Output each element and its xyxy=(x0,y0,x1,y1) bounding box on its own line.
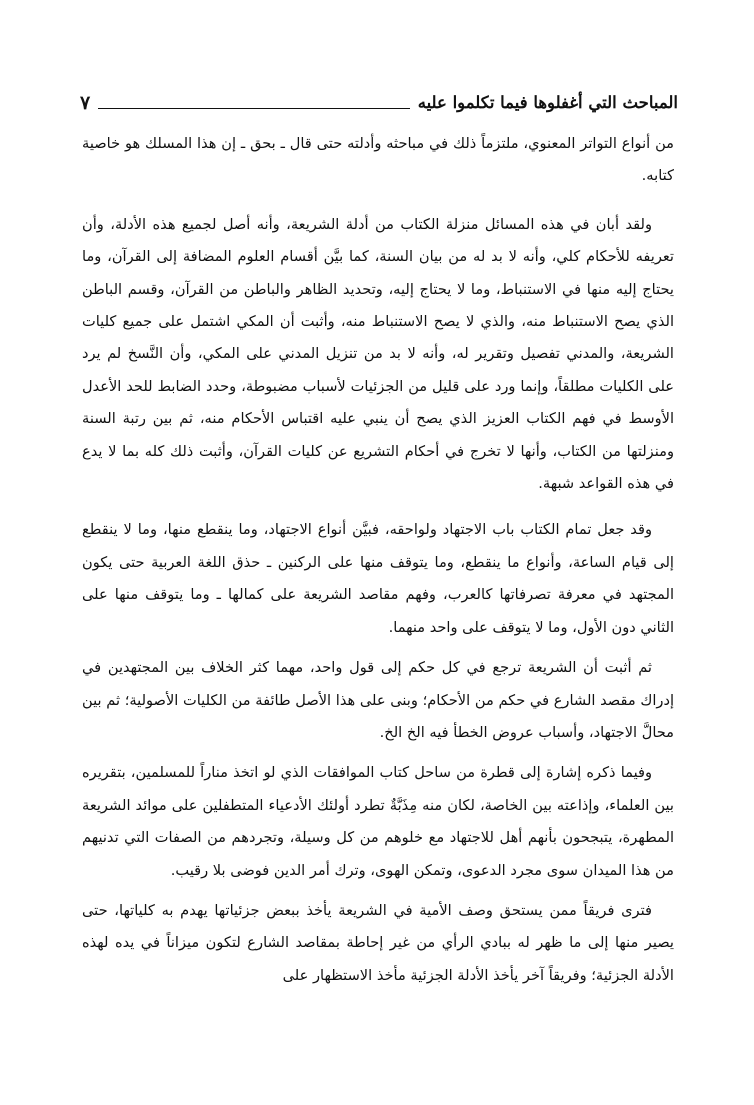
paragraph-continuation: من أنواع التواتر المعنوي، ملتزماً ذلك في مباحثه وأدلته حتى قال ـ بحق ـ إن هذا المسلك هو خاصية كتابه. xyxy=(82,135,674,185)
running-header-title: المباحث التي أغفلوها فيما تكلموا عليه xyxy=(417,93,678,112)
paragraph: ثم أثبت أن الشريعة ترجع في كل حكم إلى قول واحد، مهما كثر الخلاف بين المجتهدين في إدراك مقصد الشارع في حكم من الأحكام؛ وبنى على هذا الأصل طائفة من الكليات الأصولية؛ ثم بين محالَّ الاجتهاد، وأسباب عروض الخطأ فيه الخ الخ. xyxy=(82,659,674,741)
paragraph: ولقد أبان في هذه المسائل منزلة الكتاب من أدلة الشريعة، وأنه أصل لجميع هذه الأدلة، وأن تعريفه للأحكام كلي، وأنه لا بد له من بيان السنة، كما بيَّن أقسام العلوم المضافة إلى القرآن، وما يحتاج إليه منها في الاستنباط، وما لا يحتاج إليه، وتحديد الظاهر والباطن من القرآن، وقسم الباطن الذي يصح الاستنباط منه، والذي لا يصح الاستنباط منه، وأثبت أن المكي اشتمل على جميع كليات الشريعة، والمدني تفصيل وتقرير له، وأنه لا بد من تنزيل المدني على المكي، وأن النَّسخ لم يرد على الكليات مطلقاً، وإنما ورد على قليل من الجزئيات لأسباب مضبوطة، وحدد الضابط للحد الأعدل الأوسط في فهم الكتاب العزيز الذي يصح أن ينبي عليه اقتباس الأحكام منه، ثم بين رتبة السنة ومنزلتها من الكتاب، وأنها لا تخرج في أحكام التشريع عن كليات القرآن، وأثبت ذلك كله بما لا يدع في هذه القواعد شبهة. xyxy=(82,215,674,493)
paragraph: فترى فريقاً ممن يستحق وصف الأمية في الشريعة يأخذ ببعض جزئياتها يهدم به كلياتها، حتى يصير منها إلى ما ظهر له ببادي الرأي من غير إحاطة بمقاصد الشارع لتكون ميزاناً في يده لهذه الأدلة الجزئية؛ وفريقاً آخر يأخذ الأدلة الجزئية مأخذ الاستظهار على xyxy=(82,901,674,984)
running-header xyxy=(80,88,678,114)
paragraph: وفيما ذكره إشارة إلى قطرة من ساحل كتاب الموافقات الذي لو اتخذ مناراً للمسلمين، بتقريره بين العلماء، وإذاعته بين الخاصة، لكان منه مِذَبَّةٌ تطرد أولئك الأدعياء المتطفلين على موائد الشريعة المطهرة، يتبجحون بأنهم أهل للاجتهاد مع خلوهم من كل وسيلة، وتجردهم من الصفات التي تدنيهم من هذا الميدان سوى مجرد الدعوى، وتمكن الهوى، وترك أمر الدين فوضى بلا رقيب. xyxy=(82,764,674,879)
body-text xyxy=(82,128,674,992)
paragraph: وقد جعل تمام الكتاب باب الاجتهاد ولواحقه، فبيَّن أنواع الاجتهاد، وما ينقطع منها، وما لا ينقطع إلى قيام الساعة، وأنواع ما ينقطع، وما يتوقف منها على الركنين ـ حذق اللغة العربية حتى يكون المجتهد في معرفة تصرفاتها كالعرب، وفهم مقاصد الشريعة على كمالها ـ وما يتوقف منها على الثاني دون الأول، وما لا يتوقف على واحد منهما. xyxy=(82,521,674,636)
page-number: ٧ xyxy=(80,92,91,114)
header-rule xyxy=(98,108,410,109)
